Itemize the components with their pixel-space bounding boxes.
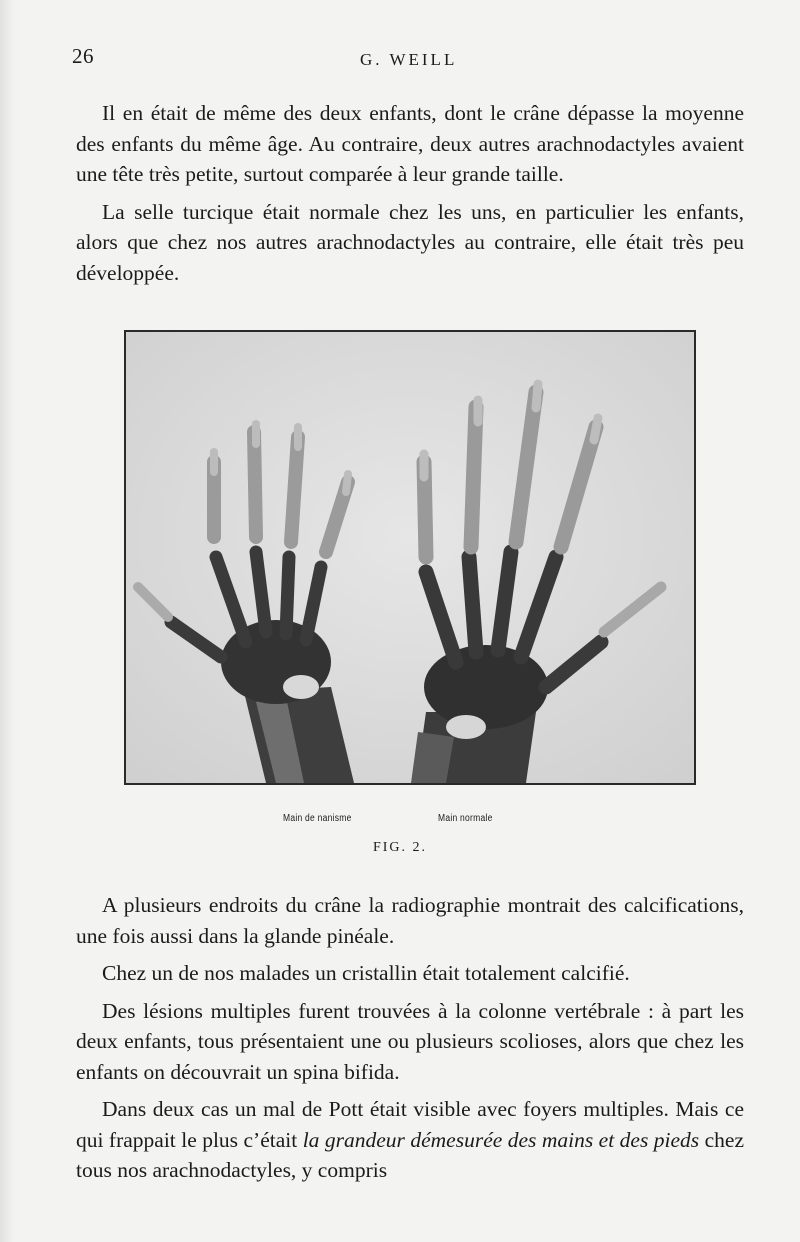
paragraph: La selle turcique était normale chez les uns, en particulier les enfants, alors que chez nos autres arachnodactyles au contraire, elle était très peu développée. (76, 199, 744, 285)
body-text-bottom (76, 890, 744, 1186)
paragraph-text: chez tous nos arachnodactyles, y compris (76, 1127, 744, 1182)
paragraph-text: Dans deux cas un mal de Pott était visible avec foyers multiples. Mais ce qui frappait le plus c’était (76, 1097, 744, 1152)
paragraph: A plusieurs endroits du crâne la radiographie montrait des calcifications, une fois aussi dans la glande pinéale. (76, 893, 744, 948)
figure-caption-left: Main de nanisme (283, 813, 352, 824)
page-edge-shadow (0, 0, 14, 1242)
body-text-top (76, 98, 744, 288)
xray-figure (124, 330, 696, 785)
paragraph: Il en était de même des deux enfants, dont le crâne dépasse la moyenne des enfants du même âge. Au contraire, deux autres arachnodactyles avaient une tête très petite, surtout comparée à leur grande taille. (76, 101, 744, 186)
hand-radiograph-image (126, 332, 694, 783)
running-head-author: G. WEILL (360, 50, 458, 69)
paragraph-last (76, 1094, 744, 1186)
emphasis-text: la grandeur démesurée des mains et des pieds (302, 1127, 700, 1152)
running-header (72, 44, 752, 74)
figure-label: FIG. 2. (372, 840, 428, 855)
figure-caption-right: Main normale (438, 813, 493, 824)
paragraph: Des lésions multiples furent trouvées à la colonne vertébrale : à part les deux enfants, tous présentaient une ou plusieurs scolioses, alors que chez les enfants on découvrait un spina bifida. (76, 998, 744, 1084)
page-number: 26 (72, 44, 94, 68)
paragraph: Chez un de nos malades un cristallin était totalement calcifié. (102, 961, 630, 985)
